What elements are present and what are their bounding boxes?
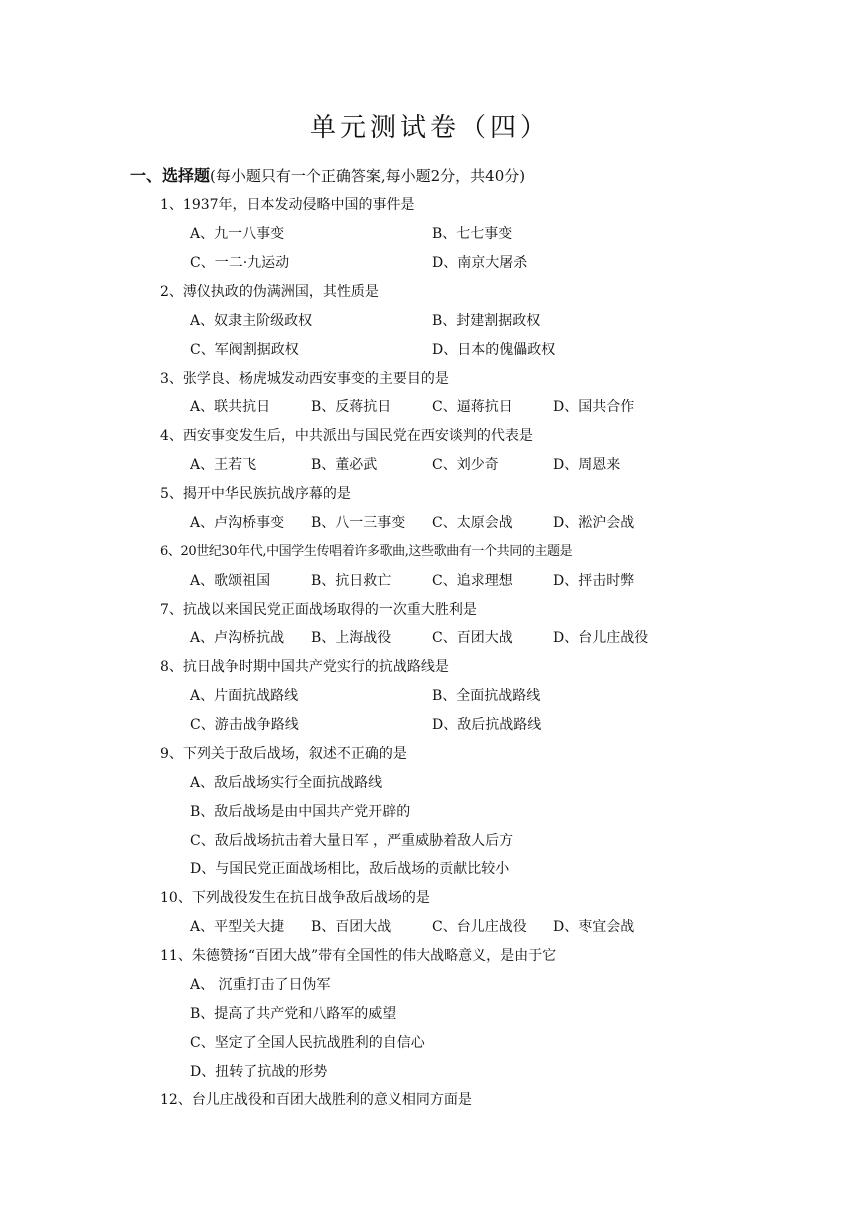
option: D、抨击时弊	[553, 573, 635, 589]
option: A、奴隶主阶级政权	[190, 313, 313, 329]
option: B、七七事变	[432, 226, 513, 242]
question-stem: 3、张学良、杨虎城发动西安事变的主要目的是	[160, 371, 449, 387]
option: A、歌颂祖国	[190, 573, 271, 589]
section-heading	[130, 164, 525, 188]
option: B、董必武	[311, 457, 378, 473]
question-stem: 2、溥仪执政的伪满洲国，其性质是	[160, 284, 379, 300]
option: B、百团大战	[311, 919, 392, 935]
option: C、追求理想	[432, 573, 513, 589]
option: B、封建割据政权	[432, 313, 541, 329]
option: B、全面抗战路线	[432, 688, 541, 704]
option: C、百团大战	[432, 630, 513, 646]
question-stem: 1、1937年，日本发动侵略中国的事件是	[160, 197, 415, 213]
option: A、平型关大捷	[190, 919, 285, 935]
question-stem: 12、台儿庄战役和百团大战胜利的意义相同方面是	[160, 1092, 472, 1108]
option: C、军阀割据政权	[190, 342, 299, 358]
option: A、九一八事变	[190, 226, 285, 242]
section-note: (每小题只有一个正确答案,每小题2分，共40分)	[210, 167, 526, 185]
option: D、台儿庄战役	[553, 630, 649, 646]
option: C、刘少奇	[432, 457, 499, 473]
option: A、联共抗日	[190, 399, 271, 415]
question-stem: 7、抗战以来国民党正面战场取得的一次重大胜利是	[160, 602, 477, 618]
page-title: 单元测试卷（四）	[309, 113, 550, 143]
option: B、敌后战场是由中国共产党开辟的	[190, 804, 411, 820]
option: A、卢沟桥事变	[190, 515, 285, 531]
option: D、周恩来	[553, 457, 621, 473]
question-stem: 5、揭开中华民族抗战序幕的是	[160, 486, 351, 502]
option: D、扭转了抗战的形势	[190, 1064, 328, 1080]
option: B、抗日救亡	[311, 573, 392, 589]
option: D、敌后抗战路线	[432, 717, 542, 733]
option: A、片面抗战路线	[190, 688, 299, 704]
question-stem: 9、下列关于敌后战场，叙述不正确的是	[160, 746, 407, 762]
option: D、与国民党正面战场相比，敌后战场的贡献比较小	[190, 861, 510, 877]
question-stem: 11、朱德赞扬“百团大战”带有全国性的伟大战略意义，是由于它	[160, 948, 557, 964]
option: A、 沉重打击了日伪军	[190, 977, 331, 993]
question-stem: 10、下列战役发生在抗日战争敌后战场的是	[160, 890, 430, 906]
option: C、敌后战场抗击着大量日军 ，严重威胁着敌人后方	[190, 833, 514, 849]
option: A、卢沟桥抗战	[190, 630, 285, 646]
option: B、上海战役	[311, 630, 392, 646]
option: B、反蒋抗日	[311, 399, 392, 415]
option: D、枣宜会战	[553, 919, 635, 935]
option: C、逼蒋抗日	[432, 399, 513, 415]
option: C、坚定了全国人民抗战胜利的自信心	[190, 1035, 425, 1051]
option: C、游击战争路线	[190, 717, 299, 733]
option: D、南京大屠杀	[432, 255, 528, 271]
option: D、淞沪会战	[553, 515, 635, 531]
question-stem: 6、20世纪30年代,中国学生传唱着许多歌曲,这些歌曲有一个共同的主题是	[160, 544, 573, 559]
option: D、国共合作	[553, 399, 635, 415]
option: C、一二·九运动	[190, 255, 290, 271]
section-title: 一、选择题	[130, 166, 211, 185]
option: C、台儿庄战役	[432, 919, 527, 935]
question-stem: 8、抗日战争时期中国共产党实行的抗战路线是	[160, 659, 449, 675]
question-stem: 4、西安事变发生后，中共派出与国民党在西安谈判的代表是	[160, 428, 533, 444]
option: B、提高了共产党和八路军的威望	[190, 1006, 397, 1022]
option: D、日本的傀儡政权	[432, 342, 556, 358]
option: A、敌后战场实行全面抗战路线	[190, 775, 383, 791]
option: B、八一三事变	[311, 515, 406, 531]
option: A、王若飞	[190, 457, 257, 473]
option: C、太原会战	[432, 515, 513, 531]
